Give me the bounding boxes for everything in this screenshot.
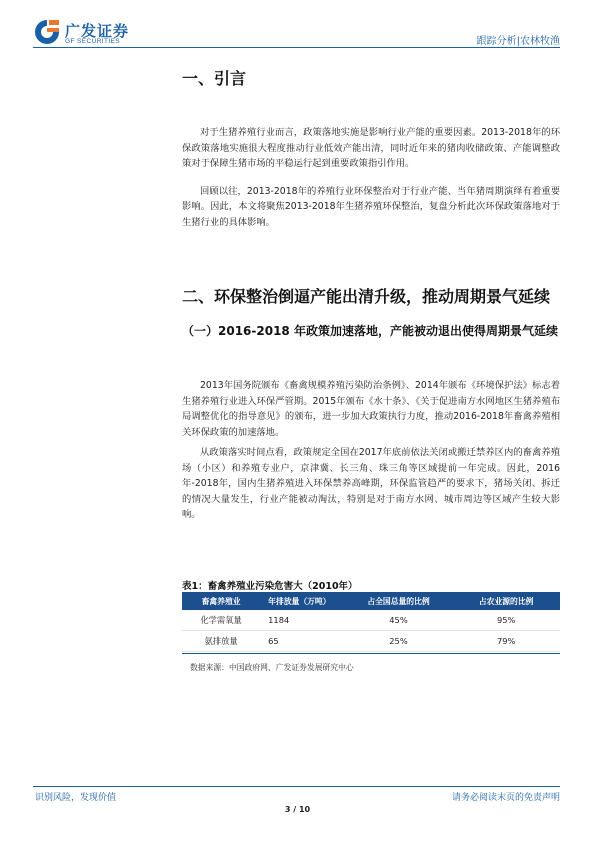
- table-source-note: 数据来源：中国政府网、广发证券发展研究中心: [190, 663, 354, 672]
- table-cell: 25%: [345, 631, 453, 652]
- table-header-cell: 占农业源的比例: [452, 592, 560, 610]
- table-header-cell: 年排放量（万吨）: [260, 592, 345, 610]
- footer-divider: [33, 786, 560, 787]
- paragraph: 回顾以往，2013-2018年的养殖行业环保整治对于行业产能、当年猪周期演绎有着重要影响。因此，本文将聚焦2013-2018年生猪养殖环保整治，复盘分析此次环保政策落地对于生猪行业的具体影响。: [182, 185, 560, 228]
- table-header-row: [182, 592, 560, 610]
- section-2-heading: 二、环保整治倒逼产能出清升级，推动周期景气延续: [182, 287, 551, 306]
- footer-slogan: 识别风险，发现价值: [35, 793, 117, 803]
- paragraph: 从政策落实时间点看，政策规定全国在2017年底前依法关闭或搬迁禁养区内的畜禽养殖场（小区）和养殖专业户，京津冀、长三角、珠三角等区域提前一年完成。因此，2016年-2018年，国内生猪养殖进入环保禁养高峰期，环保监管趋严的要求下，猪场关闭、拆迁的情况大量发生，行业产能被动淘汰，特别是对于南方水网、城市周边等区域产生较大影响。: [182, 447, 560, 520]
- footer-disclaimer-link[interactable]: 请务必阅读末页的免责声明: [451, 793, 560, 803]
- table-title: 表1：畜禽养殖业污染危害大（2010年）: [182, 581, 358, 592]
- company-logo: [33, 18, 143, 48]
- table-cell: 65: [260, 631, 345, 652]
- pollution-table: [182, 592, 560, 652]
- table-cell: 1184: [260, 610, 345, 631]
- table-bottom-rule: [182, 653, 560, 654]
- table-row: [182, 631, 560, 652]
- table-cell: 化学需氧量: [182, 610, 260, 631]
- section-1-heading: 一、引言: [182, 69, 247, 88]
- page-number: 3 / 10: [284, 805, 311, 814]
- table-cell: 95%: [452, 610, 560, 631]
- header-divider: [33, 47, 560, 48]
- table-cell: 79%: [452, 631, 560, 652]
- section-2-subheading: （一）2016-2018 年政策加速落地，产能被动退出使得周期景气延续: [182, 324, 558, 338]
- report-type-label: 跟踪分析|农林牧渔: [476, 36, 560, 47]
- paragraph: 对于生猪养殖行业而言，政策落地实施是影响行业产能的重要因素。2013-2018年的环保政策落地实施很大程度推动行业低效产能出清，同时近年来的猪肉收储政策、产能调整政策对于保障生猪市场的平稳运行起到重要政策指引作用。: [182, 127, 560, 169]
- section-2-body: [182, 378, 560, 523]
- paragraph: 2013年国务院颁布《畜禽规模养殖污染防治条例》、2014年颁布《环境保护法》标志着生猪养殖行业进入环保严管期。2015年颁布《水十条》、《关于促进南方水网地区生猪养殖布局调整优化的指导意见》的颁布，进一步加大政策执行力度，推动2016-2018年畜禽养殖相关环保政策的加速落地。: [182, 380, 560, 438]
- gf-logo-icon: [33, 18, 61, 46]
- table-header-cell: 占全国总量的比例: [345, 592, 453, 610]
- table-cell: 45%: [345, 610, 453, 631]
- logo-english-name: GF SECURITIES: [65, 38, 121, 45]
- table-row: [182, 610, 560, 631]
- section-1-body: [182, 125, 560, 230]
- table-cell: 氨排放量: [182, 631, 260, 652]
- logo-chinese-name: 广发证券: [65, 22, 130, 40]
- table-header-cell: 畜禽养殖业: [182, 592, 260, 610]
